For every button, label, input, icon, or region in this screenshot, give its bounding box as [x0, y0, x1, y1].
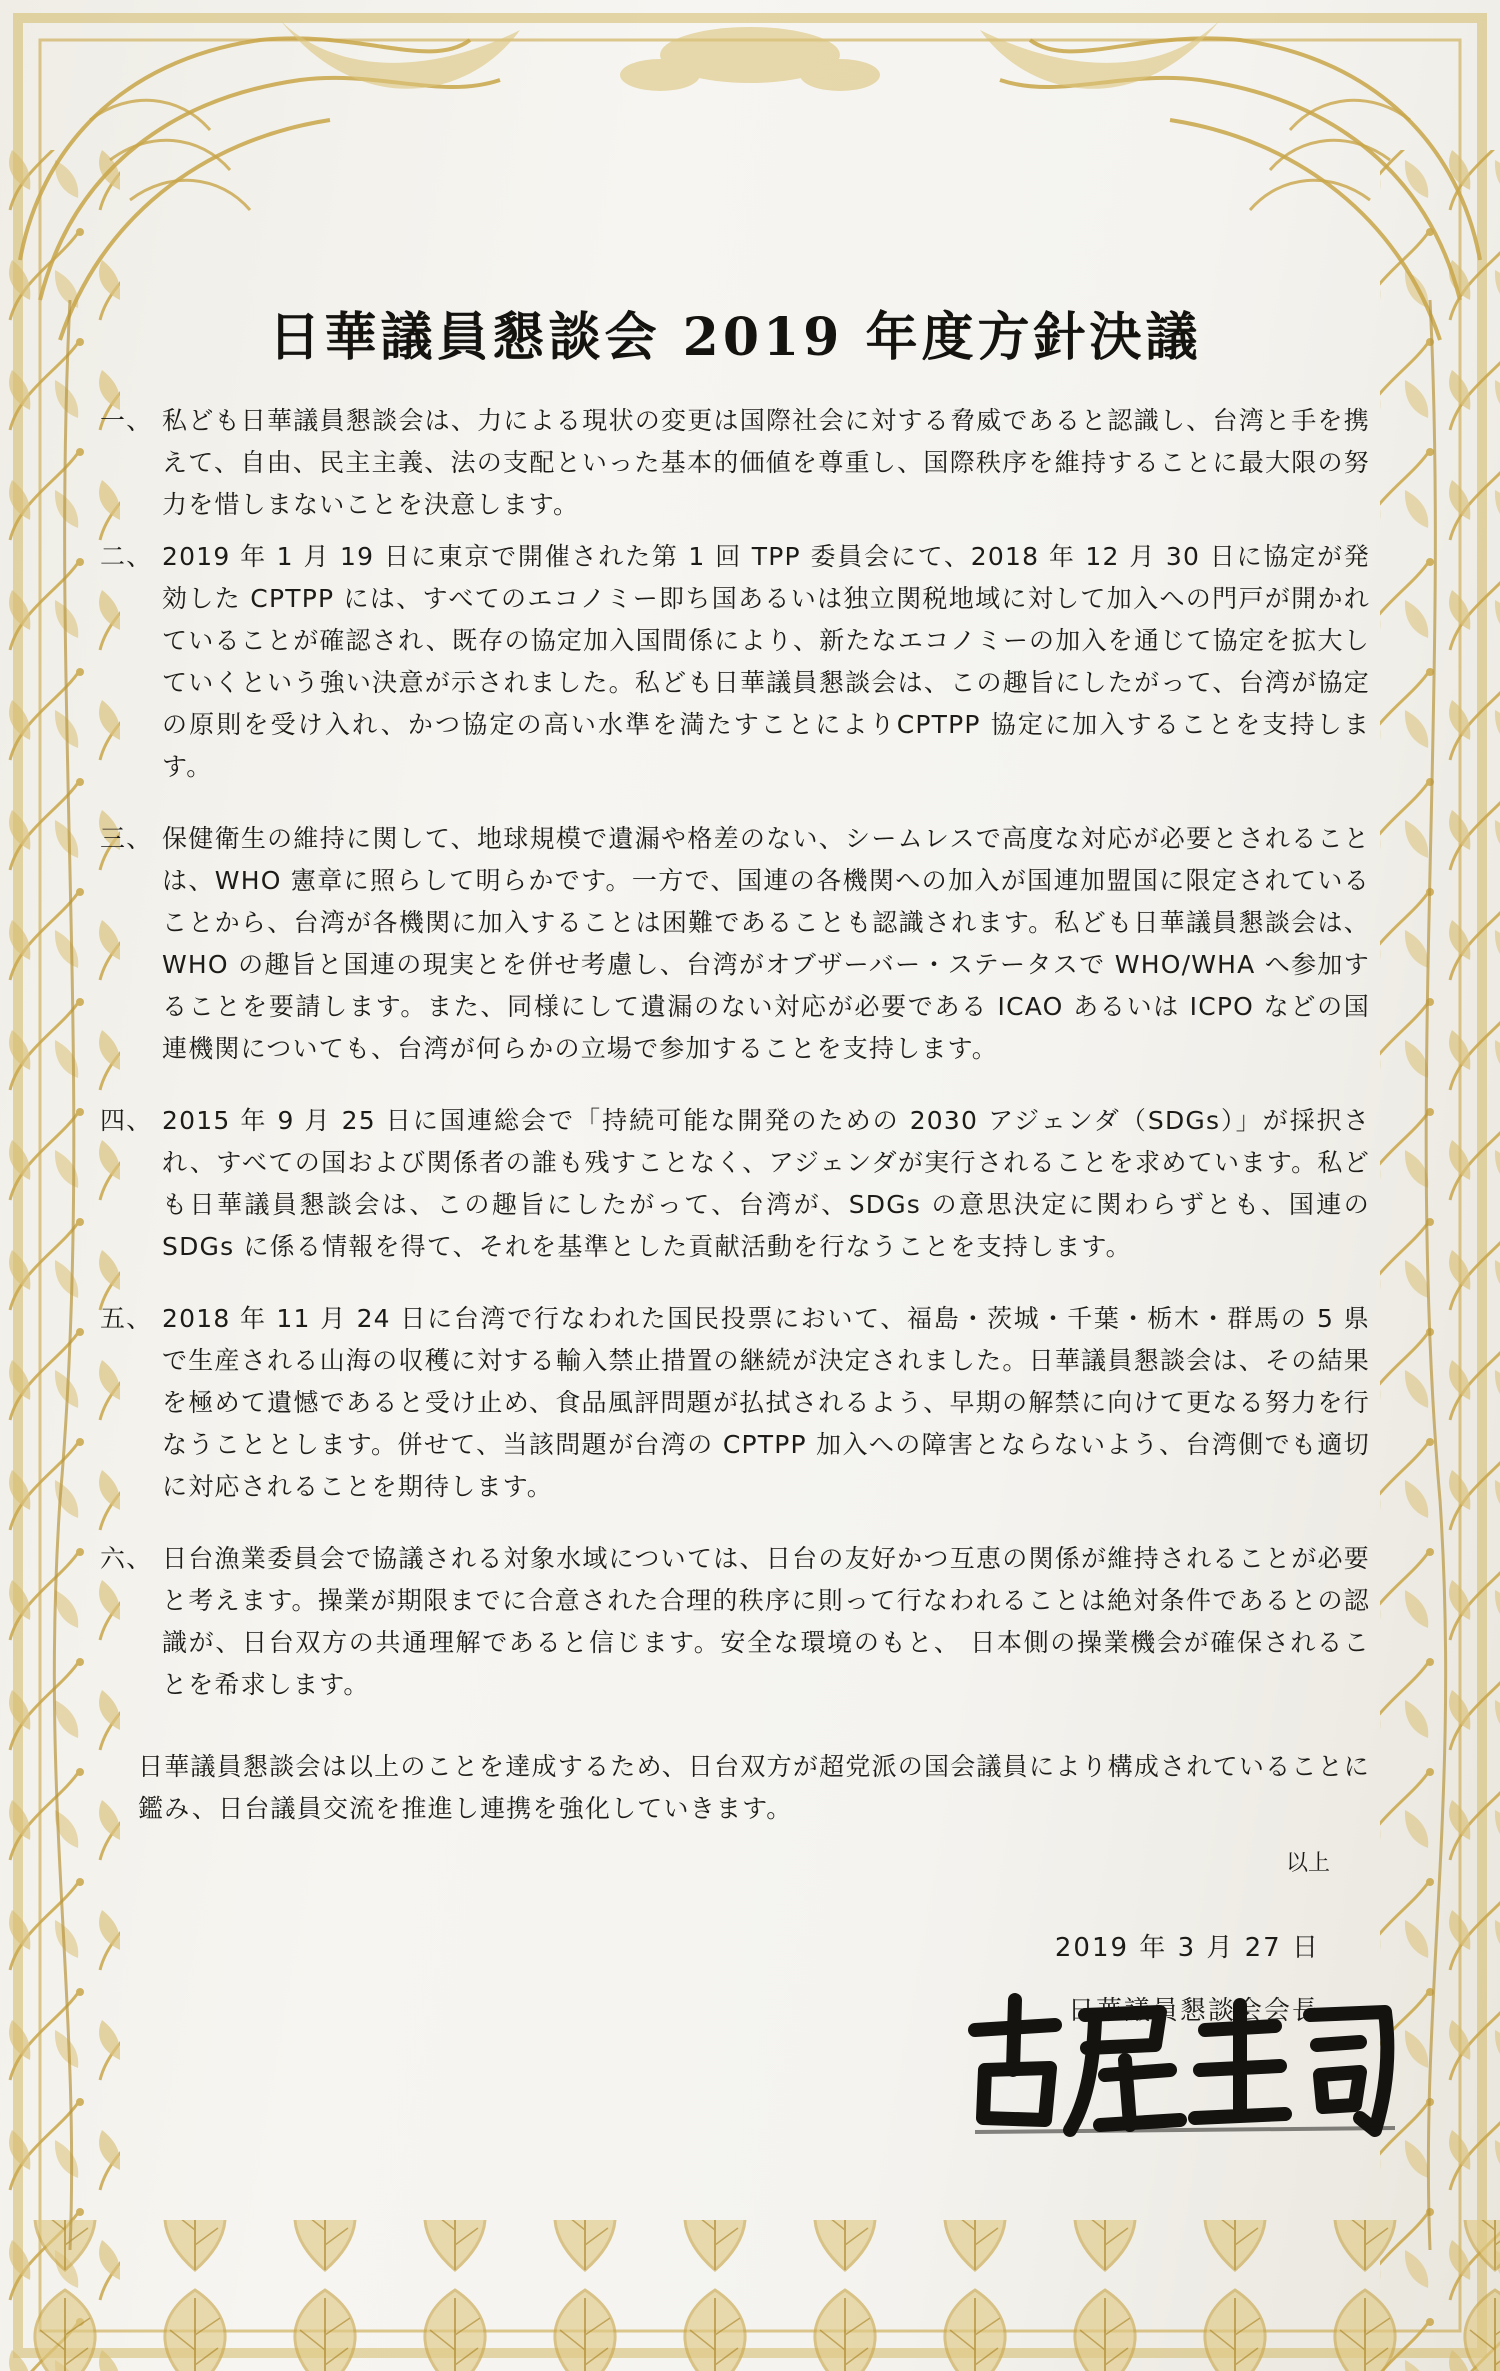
article-2: [100, 536, 1370, 788]
article-number: 六、: [100, 1544, 153, 1573]
article-text: 2018 年 11 月 24 日に台湾で行なわれた国民投票において、福島・茨城・千葉・栃木・群馬の 5 県で生産される山海の収穫に対する輸入禁止措置の継続が決定されました。日華議員懇談会は、その結果を極めて遺憾であると受け止め、食品風評問題が払拭されるよう、早期の解禁に向けて更なる努力を行なうこととします。併せて、当該問題が台湾の CPTPP 加入への障害とならないよう、台湾側でも適切に対応されることを期待します。: [162, 1304, 1370, 1501]
article-number: 三、: [100, 824, 153, 853]
document-date: 2019 年 3 月 27 日: [1054, 1933, 1320, 1963]
article-5: [100, 1298, 1370, 1508]
article-number: 四、: [100, 1106, 153, 1135]
closing-mark: 以上: [1285, 1851, 1330, 1876]
article-number: 五、: [100, 1304, 153, 1333]
article-number: 一、: [100, 406, 153, 435]
article-text: 2019 年 1 月 19 日に東京で開催された第 1 回 TPP 委員会にて、2018 年 12 月 30 日に協定が発効した CPTPP には、すべてのエコノミー即ち国あるいは独立関税地域に対して加入への門戸が開かれていることが確認され、既存の協定加入国間係により、新たなエコノミーの加入を通じて協定を拡大していくという強い決意が示されました。私ども日華議員懇談会は、この趣旨にしたがって、台湾が協定の原則を受け入れ、かつ協定の高い水準を満たすことによりCPTPP 協定に加入することを支持します。: [162, 542, 1370, 781]
article-text: 私ども日華議員懇談会は、力による現状の変更は国際社会に対する脅威であると認識し、台湾と手を携えて、自由、民主主義、法の支配といった基本的価値を尊重し、国際秩序を維持することに最大限の努力を惜しまないことを決意します。: [162, 406, 1370, 519]
signatory-title: 日華議員懇談会会長: [1067, 1996, 1320, 2026]
article-3: [100, 818, 1370, 1070]
document-title: 日華議員懇談会 2019 年度方針決議: [268, 307, 1202, 368]
article-number: 二、: [100, 542, 153, 571]
article-text: 保健衛生の維持に関して、地球規模で遺漏や格差のない、シームレスで高度な対応が必要とされることは、WHO 憲章に照らして明らかです。一方で、国連の各機関への加入が国連加盟国に限定されていることから、台湾が各機関に加入することは困難であることも認識されます。私ども日華議員懇談会は、WHO の趣旨と国連の現実とを併せ考慮し、台湾がオブザーバー・ステータスで WHO/WHA へ参加することを要請します。また、同様にして遺漏のない対応が必要である ICAO あるいは ICPO などの国連機関についても、台湾が何らかの立場で参加することを支持します。: [162, 824, 1370, 1063]
article-6: [100, 1538, 1370, 1706]
article-1: [100, 400, 1370, 526]
closing-statement: 日華議員懇談会は以上のことを達成するため、日台双方が超党派の国会議員により構成されていることに鑑み、日台議員交流を推進し連携を強化していきます。: [138, 1752, 1370, 1823]
handwritten-signature: [955, 1990, 1405, 2140]
article-text: 2015 年 9 月 25 日に国連総会で「持続可能な開発のための 2030 アジェンダ（SDGs）」が採択され、すべての国および関係者の誰も残すことなく、アジェンダが実行されることを求めています。私ども日華議員懇談会は、この趣旨にしたがって、台湾が、SDGs の意思決定に関わらずとも、国連の SDGs に係る情報を得て、それを基準とした貢献活動を行なうことを支持します。: [162, 1106, 1370, 1261]
article-text: 日台漁業委員会で協議される対象水域については、日台の友好かつ互恵の関係が維持されることが必要と考えます。操業が期限までに合意された合理的秩序に則って行なわれることは絶対条件であるとの認識が、日台双方の共通理解であると信じます。安全な環境のもと、 日本側の操業機会が確保されることを希求します。: [162, 1544, 1370, 1699]
article-4: [100, 1100, 1370, 1268]
resolution-body: [100, 295, 1370, 2027]
